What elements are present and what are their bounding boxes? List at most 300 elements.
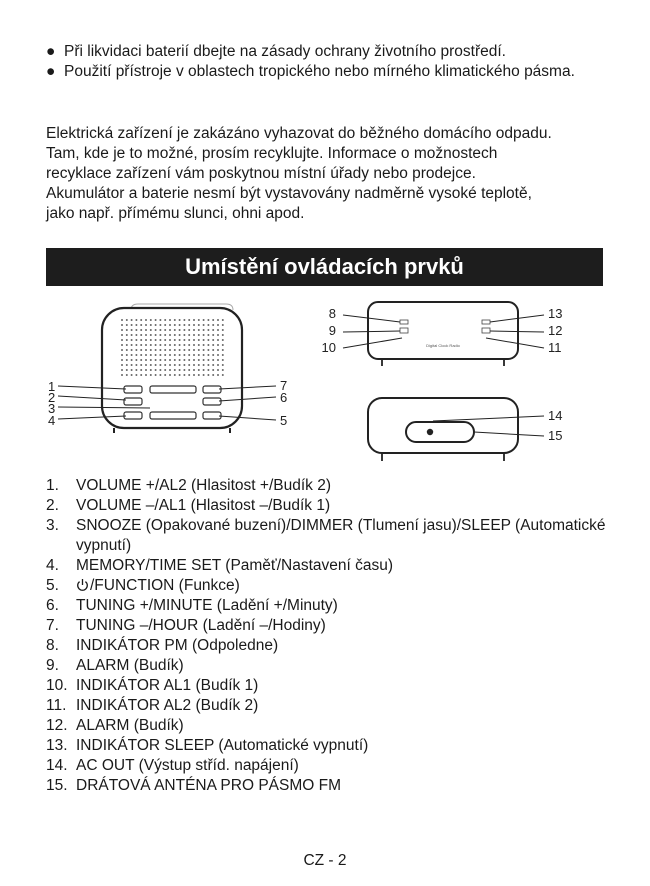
grille-dot xyxy=(145,349,147,351)
grille-dot xyxy=(164,364,166,366)
top-view xyxy=(322,302,563,366)
grille-dot xyxy=(145,354,147,356)
grille-dot xyxy=(169,369,171,371)
item-number: 7. xyxy=(46,617,59,634)
grille-dot xyxy=(207,349,209,351)
list-item xyxy=(46,556,616,576)
grille-dot xyxy=(159,319,161,321)
grille-dot xyxy=(217,339,219,341)
grille-dot xyxy=(159,359,161,361)
power-icon xyxy=(76,578,89,592)
grille-dot xyxy=(135,369,137,371)
grille-dot xyxy=(155,374,157,376)
alarm-1-button xyxy=(400,328,408,333)
callout-6: 6 xyxy=(280,390,288,405)
grille-dot xyxy=(164,349,166,351)
grille-dot xyxy=(203,374,205,376)
grille-dot xyxy=(159,324,161,326)
grille-dot xyxy=(159,334,161,336)
grille-dot xyxy=(179,349,181,351)
grille-dot xyxy=(140,334,142,336)
item-text: VOLUME +/AL2 (Hlasitost +/Budík 2) xyxy=(76,477,331,494)
grille-dot xyxy=(169,364,171,366)
grille-dot xyxy=(207,339,209,341)
grille-dot xyxy=(159,364,161,366)
grille-dot xyxy=(126,339,128,341)
grille-dot xyxy=(179,359,181,361)
grille-dot xyxy=(164,374,166,376)
grille-dot xyxy=(188,329,190,331)
item-text: INDIKÁTOR AL1 (Budík 1) xyxy=(76,677,259,694)
grille-dot xyxy=(169,339,171,341)
grille-dot xyxy=(131,324,133,326)
grille-dot xyxy=(164,339,166,341)
grille-dot xyxy=(203,359,205,361)
grille-dot xyxy=(164,354,166,356)
callout-8: 8 xyxy=(328,306,336,321)
grille-dot xyxy=(217,364,219,366)
grille-dot xyxy=(121,324,123,326)
list-item xyxy=(46,636,616,656)
grille-dot xyxy=(198,349,200,351)
grille-dot xyxy=(150,359,152,361)
grille-dot xyxy=(212,344,214,346)
item-text: SNOOZE (Opakované buzení)/DIMMER (Tlumení jasu)/SLEEP (Automatické vypnutí) xyxy=(76,517,606,554)
grille-dot xyxy=(222,339,224,341)
grille-dot xyxy=(150,324,152,326)
grille-dot xyxy=(121,339,123,341)
grille-dot xyxy=(222,374,224,376)
grille-dot xyxy=(174,329,176,331)
grille-dot xyxy=(183,339,185,341)
grille-dot xyxy=(217,319,219,321)
item-text: INDIKÁTOR AL2 (Budík 2) xyxy=(76,697,259,714)
grille-dot xyxy=(164,319,166,321)
grille-dot xyxy=(183,349,185,351)
grille-dot xyxy=(140,319,142,321)
grille-dot xyxy=(193,334,195,336)
grille-dot xyxy=(135,354,137,356)
grille-dot xyxy=(183,354,185,356)
grille-dot xyxy=(212,319,214,321)
grille-dot xyxy=(135,344,137,346)
paragraph-line: Elektrická zařízení je zakázáno vyhazovat do běžného domácího odpadu. xyxy=(46,125,552,142)
item-number: 13. xyxy=(46,737,68,754)
grille-dot xyxy=(164,369,166,371)
grille-dot xyxy=(212,359,214,361)
ac-out-socket xyxy=(406,422,474,442)
grille-dot xyxy=(188,369,190,371)
grille-dot xyxy=(193,319,195,321)
grille-dot xyxy=(155,344,157,346)
callout-10: 10 xyxy=(321,340,336,355)
grille-dot xyxy=(183,329,185,331)
grille-dot xyxy=(135,319,137,321)
grille-dot xyxy=(203,354,205,356)
grille-dot xyxy=(159,374,161,376)
paragraph-line: jako např. přímému slunci, ohni apod. xyxy=(46,205,305,222)
grille-dot xyxy=(188,364,190,366)
grille-dot xyxy=(159,369,161,371)
grille-dot xyxy=(222,364,224,366)
list-item xyxy=(46,696,616,716)
grille-dot xyxy=(212,349,214,351)
list-item xyxy=(46,596,616,616)
grille-dot xyxy=(150,349,152,351)
item-number: 15. xyxy=(46,777,68,794)
grille-dot xyxy=(159,344,161,346)
grille-dot xyxy=(150,339,152,341)
grille-dot xyxy=(217,329,219,331)
grille-dot xyxy=(135,339,137,341)
grille-dot xyxy=(169,359,171,361)
callout-13: 13 xyxy=(548,306,563,321)
grille-dot xyxy=(145,329,147,331)
grille-dot xyxy=(198,339,200,341)
grille-dot xyxy=(140,374,142,376)
grille-dot xyxy=(145,334,147,336)
top-panel xyxy=(368,302,518,359)
item-text: INDIKÁTOR SLEEP (Automatické vypnutí) xyxy=(76,737,369,754)
grille-dot xyxy=(188,349,190,351)
item-text: MEMORY/TIME SET (Paměť/Nastavení času) xyxy=(76,557,394,574)
grille-dot xyxy=(174,324,176,326)
memory-button xyxy=(124,412,142,419)
grille-dot xyxy=(140,349,142,351)
grille-dot xyxy=(183,374,185,376)
grille-dot xyxy=(179,344,181,346)
callout-11: 11 xyxy=(548,340,562,355)
grille-dot xyxy=(121,334,123,336)
grille-dot xyxy=(222,329,224,331)
grille-dot xyxy=(126,369,128,371)
grille-dot xyxy=(140,354,142,356)
paragraph-line: Akumulátor a baterie nesmí být vystavovány nadměrně vysoké teplotě, xyxy=(46,185,532,202)
grille-dot xyxy=(126,349,128,351)
grille-dot xyxy=(126,334,128,336)
grille-dot xyxy=(188,344,190,346)
grille-dot xyxy=(140,324,142,326)
grille-dot xyxy=(169,344,171,346)
grille-dot xyxy=(126,354,128,356)
grille-dot xyxy=(207,364,209,366)
grille-dot xyxy=(179,324,181,326)
grille-dot xyxy=(193,354,195,356)
grille-dot xyxy=(121,359,123,361)
grille-dot xyxy=(159,354,161,356)
function-button xyxy=(203,412,221,419)
list-item xyxy=(46,656,616,676)
grille-dot xyxy=(164,334,166,336)
grille-dot xyxy=(183,334,185,336)
grille-dot xyxy=(169,374,171,376)
callout-5: 5 xyxy=(280,413,288,428)
grille-dot xyxy=(169,324,171,326)
callout-15: 15 xyxy=(548,428,563,443)
grille-dot xyxy=(174,364,176,366)
grille-dot xyxy=(140,344,142,346)
grille-dot xyxy=(126,329,128,331)
page-number: CZ - 2 xyxy=(303,852,347,869)
callout-14: 14 xyxy=(548,408,563,423)
grille-dot xyxy=(155,319,157,321)
grille-dot xyxy=(169,319,171,321)
grille-dot xyxy=(131,329,133,331)
list-item xyxy=(46,496,616,516)
grille-dot xyxy=(140,329,142,331)
callout-9: 9 xyxy=(328,323,336,338)
volume-down-button xyxy=(124,398,142,405)
grille-dot xyxy=(145,344,147,346)
grille-dot xyxy=(159,349,161,351)
bullet-item xyxy=(46,42,616,62)
grille-dot xyxy=(135,349,137,351)
grille-dot xyxy=(174,344,176,346)
grille-dot xyxy=(203,344,205,346)
grille-dot xyxy=(198,324,200,326)
grille-dot xyxy=(179,369,181,371)
grille-dot xyxy=(169,349,171,351)
grille-dot xyxy=(217,354,219,356)
grille-dot xyxy=(222,349,224,351)
grille-dot xyxy=(150,369,152,371)
bullet-item xyxy=(46,62,616,82)
grille-dot xyxy=(126,344,128,346)
grille-dot xyxy=(198,354,200,356)
grille-dot xyxy=(159,329,161,331)
grille-dot xyxy=(150,329,152,331)
grille-dot xyxy=(131,369,133,371)
grille-dot xyxy=(188,359,190,361)
grille-dot xyxy=(131,344,133,346)
grille-dot xyxy=(193,364,195,366)
fm-antenna-jack xyxy=(427,429,433,435)
grille-dot xyxy=(179,334,181,336)
grille-dot xyxy=(121,364,123,366)
grille-dot xyxy=(155,354,157,356)
grille-dot xyxy=(179,319,181,321)
grille-dot xyxy=(174,354,176,356)
grille-dot xyxy=(155,334,157,336)
grille-dot xyxy=(131,374,133,376)
item-number: 4. xyxy=(46,557,59,574)
grille-dot xyxy=(169,334,171,336)
grille-dot xyxy=(212,364,214,366)
grille-dot xyxy=(169,329,171,331)
grille-dot xyxy=(207,344,209,346)
grille-dot xyxy=(203,369,205,371)
list-item xyxy=(46,476,616,496)
item-number: 9. xyxy=(46,657,59,674)
grille-dot xyxy=(193,369,195,371)
grille-dot xyxy=(217,374,219,376)
grille-dot xyxy=(198,369,200,371)
display-window xyxy=(150,412,196,419)
item-text: /FUNCTION (Funkce) xyxy=(90,577,240,594)
grille-dot xyxy=(174,359,176,361)
grille-dot xyxy=(155,329,157,331)
grille-dot xyxy=(198,319,200,321)
grille-dot xyxy=(198,344,200,346)
back-view xyxy=(368,398,562,461)
grille-dot xyxy=(135,334,137,336)
grille-dot xyxy=(203,329,205,331)
item-number: 5. xyxy=(46,577,59,594)
grille-dot xyxy=(150,354,152,356)
grille-dot xyxy=(188,324,190,326)
grille-dot xyxy=(203,334,205,336)
grille-dot xyxy=(140,364,142,366)
grille-dot xyxy=(131,364,133,366)
snooze-button xyxy=(150,386,196,393)
grille-dot xyxy=(169,354,171,356)
grille-dot xyxy=(212,354,214,356)
grille-dot xyxy=(212,339,214,341)
grille-dot xyxy=(193,344,195,346)
list-item xyxy=(46,676,616,696)
grille-dot xyxy=(207,374,209,376)
grille-dot xyxy=(198,359,200,361)
list-item xyxy=(46,576,616,596)
grille-dot xyxy=(179,364,181,366)
grille-dot xyxy=(183,364,185,366)
grille-dot xyxy=(222,359,224,361)
grille-dot xyxy=(207,329,209,331)
grille-dot xyxy=(155,349,157,351)
alarm-2-button xyxy=(482,328,490,333)
callout-7: 7 xyxy=(280,378,288,393)
grille-dot xyxy=(159,339,161,341)
grille-dot xyxy=(121,349,123,351)
grille-dot xyxy=(126,374,128,376)
grille-dot xyxy=(193,359,195,361)
item-text: VOLUME –/AL1 (Hlasitost –/Budík 1) xyxy=(76,497,331,514)
grille-dot xyxy=(155,339,157,341)
tuning-up-button xyxy=(203,398,221,405)
bullet-text: Při likvidaci baterií dbejte na zásady ochrany životního prostředí. xyxy=(64,43,506,60)
grille-dot xyxy=(174,349,176,351)
grille-dot xyxy=(140,359,142,361)
grille-dot xyxy=(212,374,214,376)
grille-dot xyxy=(207,359,209,361)
grille-dot xyxy=(135,329,137,331)
grille-dot xyxy=(164,329,166,331)
grille-dot xyxy=(131,334,133,336)
grille-dot xyxy=(164,344,166,346)
grille-dot xyxy=(207,369,209,371)
item-number: 2. xyxy=(46,497,59,514)
grille-dot xyxy=(217,369,219,371)
grille-dot xyxy=(183,319,185,321)
paragraph-line: recyklace zařízení vám poskytnou místní úřady nebo prodejce. xyxy=(46,165,476,182)
grille-dot xyxy=(222,369,224,371)
callout-12: 12 xyxy=(548,323,563,338)
callout-4: 4 xyxy=(48,413,56,428)
grille-dot xyxy=(145,319,147,321)
item-number: 12. xyxy=(46,717,68,734)
bullet-list xyxy=(46,42,616,82)
grille-dot xyxy=(121,354,123,356)
grille-dot xyxy=(203,324,205,326)
grille-dot xyxy=(203,364,205,366)
grille-dot xyxy=(131,319,133,321)
grille-dot xyxy=(126,359,128,361)
grille-dot xyxy=(135,324,137,326)
grille-dot xyxy=(145,369,147,371)
grille-dot xyxy=(174,334,176,336)
grille-dot xyxy=(193,324,195,326)
list-item xyxy=(46,736,616,756)
section-title: Umístění ovládacích prvků xyxy=(185,254,464,279)
grille-dot xyxy=(203,349,205,351)
grille-dot xyxy=(121,369,123,371)
disposal-paragraph xyxy=(46,124,616,224)
grille-dot xyxy=(207,324,209,326)
grille-dot xyxy=(198,329,200,331)
grille-dot xyxy=(188,354,190,356)
grille-dot xyxy=(145,364,147,366)
item-text: AC OUT (Výstup stříd. napájení) xyxy=(76,757,299,774)
item-text: ALARM (Budík) xyxy=(76,657,184,674)
item-number: 3. xyxy=(46,517,59,534)
grille-dot xyxy=(188,339,190,341)
grille-dot xyxy=(198,374,200,376)
grille-dot xyxy=(121,374,123,376)
bullet-text: Použití přístroje v oblastech tropického nebo mírného klimatického pásma. xyxy=(64,63,575,80)
paragraph-line: Tam, kde je to možné, prosím recyklujte. Informace o možnostech xyxy=(46,145,498,162)
grille-dot xyxy=(126,324,128,326)
grille-dot xyxy=(121,344,123,346)
grille-dot xyxy=(150,374,152,376)
grille-dot xyxy=(155,324,157,326)
grille-dot xyxy=(222,334,224,336)
grille-dot xyxy=(126,364,128,366)
grille-dot xyxy=(212,324,214,326)
grille-dot xyxy=(188,374,190,376)
section-title-banner xyxy=(46,248,603,286)
grille-dot xyxy=(174,374,176,376)
callout-3: 3 xyxy=(48,401,56,416)
grille-dot xyxy=(217,349,219,351)
item-text: TUNING +/MINUTE (Ladění +/Minuty) xyxy=(76,597,338,614)
grille-dot xyxy=(131,339,133,341)
controls-list xyxy=(46,476,616,796)
grille-dot xyxy=(203,319,205,321)
grille-dot xyxy=(135,374,137,376)
grille-dot xyxy=(174,339,176,341)
grille-dot xyxy=(174,369,176,371)
callout-1: 1 xyxy=(48,379,56,394)
list-item xyxy=(46,716,616,736)
list-item xyxy=(46,516,616,556)
grille-dot xyxy=(155,359,157,361)
bullet-dot: ● xyxy=(46,63,56,80)
grille-dot xyxy=(150,334,152,336)
grille-dot xyxy=(121,329,123,331)
grille-dot xyxy=(183,324,185,326)
grille-dot xyxy=(135,359,137,361)
item-number: 11. xyxy=(46,697,67,714)
grille-dot xyxy=(179,374,181,376)
callout-2: 2 xyxy=(48,390,56,405)
grille-dot xyxy=(179,339,181,341)
grille-dot xyxy=(188,319,190,321)
grille-dot xyxy=(140,339,142,341)
grille-dot xyxy=(145,324,147,326)
volume-up-button xyxy=(124,386,142,393)
grille-dot xyxy=(145,339,147,341)
grille-dot xyxy=(222,344,224,346)
